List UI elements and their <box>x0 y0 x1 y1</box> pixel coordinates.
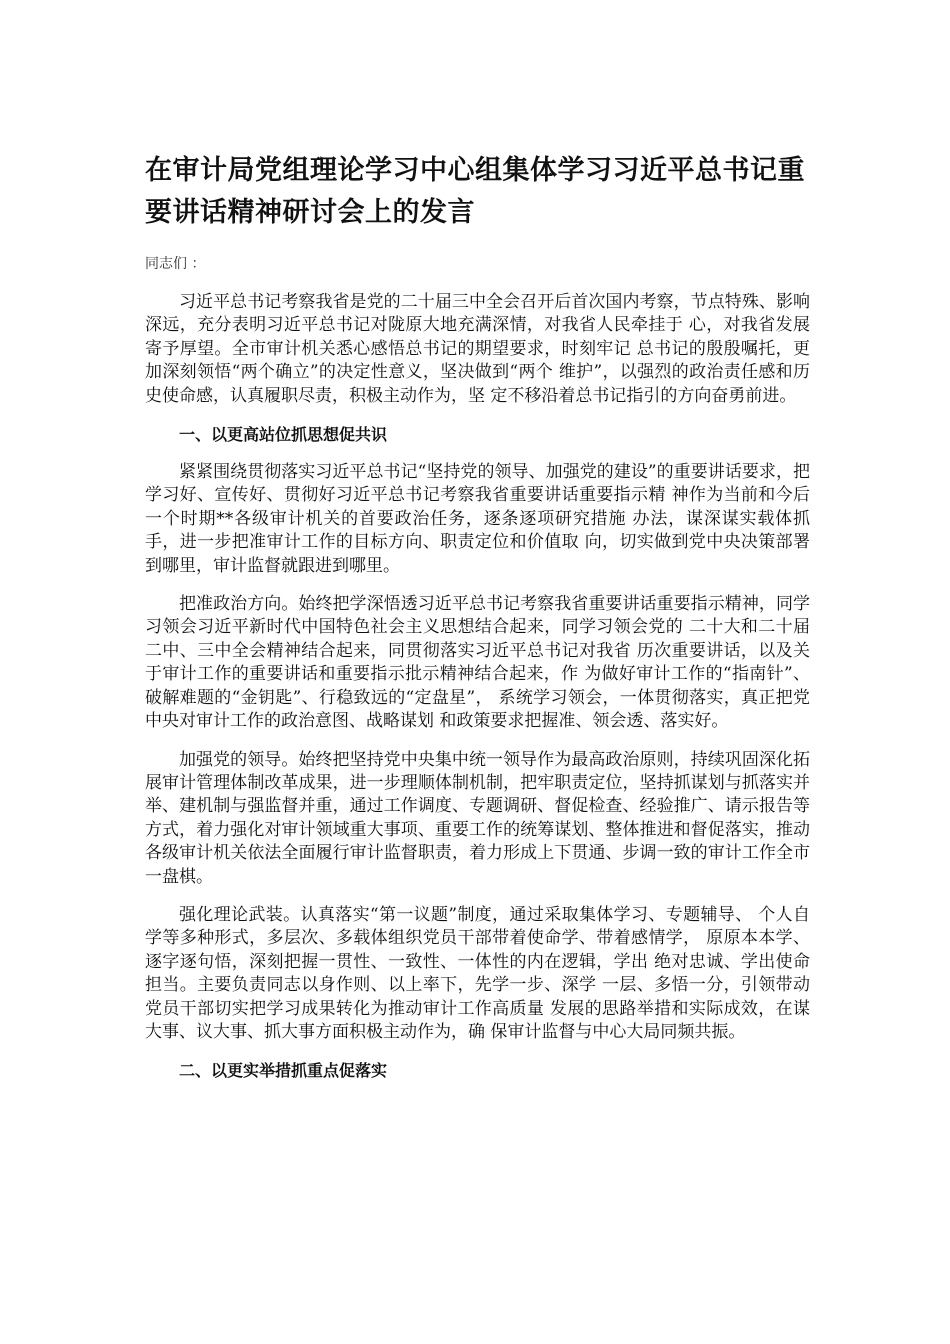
salutation: 同志们 ： <box>145 256 206 272</box>
section1-paragraph-4: 强化理论武装。认真落实“第一议题”制度，通过采取集体学习、专题辅导、 个人自学等多种形式，多层次、多载体组织党员干部带着使命学、带着感情学， 原原本本学、逐字逐句悟，深刻把握一贯性、一致性、一体性的内在逻辑，学出 绝对忠诚、学出使命担当。主要负责同志以身作则、以上率下，先学一步、深学 一层、多悟一分，引领带动党员干部切实把学习成果转化为推动审计工作高质量 发展的思路举措和实际成效，在谋大事、议大事、抓大事方面积极主动作为，确 保审计监督与中心大局同频共振。 <box>145 904 810 1042</box>
section-heading-1: 一、以更高站位抓思想促共识 <box>179 425 388 445</box>
section1-paragraph-2: 把准政治方向。始终把学深悟透习近平总书记考察我省重要讲话重要指示精神，同学习领会习近平新时代中国特色社会主义思想结合起来，同学习领会党的 二十大和二十届二中、三中全会精神结合起来，同贯彻落实习近平总书记对我省 历次重要讲话，以及关于审计工作的重要讲话和重要指示批示精神结合起来，作 为做好审计工作的“指南针”、破解难题的“金钥匙”、行稳致远的“定盘星”， 系统学习领会，一体贯彻落实，真正把党中央对审计工作的政治意图、战略谋划 和政策要求把握准、领会透、落实好。 <box>145 594 810 732</box>
document-page <box>145 150 810 1097</box>
intro-paragraph: 习近平总书记考察我省是党的二十届三中全会召开后首次国内考察，节点特殊、影响深远，充分表明习近平总书记对陇原大地充满深情，对我省人民牵挂于 心，对我省发展寄予厚望。全市审计机关悉心感悟总书记的期望要求，时刻牢记 总书记的殷殷嘱托，更加深刻领悟“两个确立”的决定性意义，坚决做到“两个 维护”，以强烈的政治责任感和历史使命感，认真履职尽责，积极主动作为，坚 定不移沿着总书记指引的方向奋勇前进。 <box>145 292 810 406</box>
section1-paragraph-1: 紧紧围绕贯彻落实习近平总书记“坚持党的领导、加强党的建设”的重要讲话要求，把学习好、宣传好、贯彻好习近平总书记考察我省重要讲话重要指示精 神作为当前和今后一个时期**各级审计机关的首要政治任务，逐条逐项研究措施 办法，谋深谋实载体抓手，进一步把准审计工作的目标方向、职责定位和价值取 向，切实做到党中央决策部署到哪里，审计监督就跟进到哪里。 <box>145 462 810 576</box>
section1-paragraph-3: 加强党的领导。始终把坚持党中央集中统一领导作为最高政治原则，持续巩固深化拓展审计管理体制改革成果，进一步理顺体制机制，把牢职责定位，坚持抓谋划与抓落实并举、建机制与强监督并重，通过工作调度、专题调研、督促检查、经验推广、请示报告等方式，着力强化对审计领域重大事项、重要工作的统筹谋划、整体推进和督促落实，推动各级审计机关依法全面履行审计监督职责，着力形成上下贯通、步调一致的审计工作全市一盘棋。 <box>145 749 810 887</box>
document-title: 在审计局党组理论学习中心组集体学习习近平总书记重要讲话精神研讨会上的发言 <box>145 155 805 228</box>
section-heading-2: 二、以更实举措抓重点促落实 <box>179 1061 388 1081</box>
